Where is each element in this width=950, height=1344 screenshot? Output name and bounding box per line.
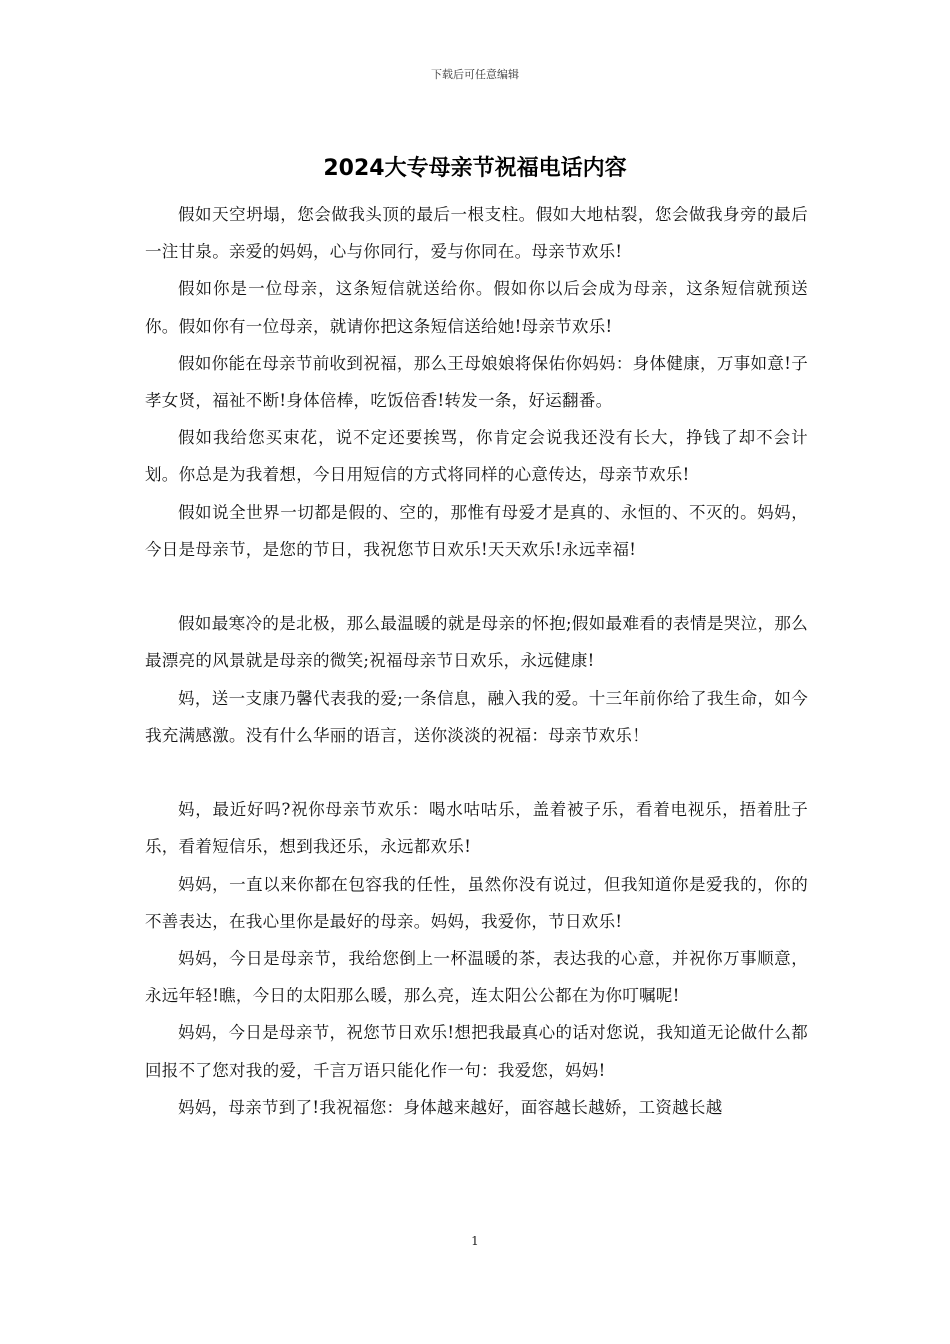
- document-title: 2024大专母亲节祝福电话内容: [323, 156, 627, 181]
- paragraph: 假如说全世界一切都是假的、空的，那惟有母爱才是真的、永恒的、不灭的。妈妈，今日是母亲节，是您的节日，我祝您节日欢乐!天天欢乐!永远幸福!: [145, 502, 808, 559]
- paragraph: 假如你是一位母亲，这条短信就送给你。假如你以后会成为母亲，这条短信就预送你。假如你有一位母亲，就请你把这条短信送给她!母亲节欢乐!: [145, 279, 808, 336]
- paragraph: 妈妈，今日是母亲节，我给您倒上一杯温暖的茶，表达我的心意，并祝你万事顺意，永远年轻!瞧，今日的太阳那么暖，那么亮，连太阳公公都在为你叮嘱呢!: [145, 949, 808, 1006]
- paragraph: 妈，最近好吗?祝你母亲节欢乐：喝水咕咕乐，盖着被子乐，看着电视乐，捂着肚子乐，看着短信乐，想到我还乐，永远都欢乐!: [145, 800, 808, 857]
- paragraph: 假如你能在母亲节前收到祝福，那么王母娘娘将保佑你妈妈：身体健康，万事如意!子孝女贤，福祉不断!身体倍棒，吃饭倍香!转发一条，好运翻番。: [145, 353, 808, 411]
- paragraph: 假如我给您买束花，说不定还要挨骂，你肯定会说我还没有长大，挣钱了却不会计划。你总是为我着想，今日用短信的方式将同样的心意传达，母亲节欢乐!: [145, 428, 808, 485]
- page-number: 1: [471, 1234, 479, 1248]
- paragraph: 妈妈，母亲节到了!我祝福您：身体越来越好，面容越长越娇，工资越长越: [178, 1097, 723, 1117]
- paragraph: 妈，送一支康乃馨代表我的爱;一条信息，融入我的爱。十三年前你给了我生命，如今我充满感激。没有什么华丽的语言，送你淡淡的祝福：母亲节欢乐！: [145, 688, 808, 745]
- paragraph: 妈妈，今日是母亲节，祝您节日欢乐!想把我最真心的话对您说，我知道无论做什么都回报不了您对我的爱，千言万语只能化作一句：我爱您，妈妈!: [145, 1023, 808, 1080]
- paragraph: 假如天空坍塌，您会做我头顶的最后一根支柱。假如大地枯裂，您会做我身旁的最后一注甘泉。亲爱的妈妈，心与你同行，爱与你同在。母亲节欢乐!: [145, 205, 808, 262]
- header-note: 下载后可任意编辑: [431, 68, 519, 81]
- paragraph: 妈妈，一直以来你都在包容我的任性，虽然你没有说过，但我知道你是爱我的，你的不善表达，在我心里你是最好的母亲。妈妈，我爱你，节日欢乐!: [145, 874, 808, 931]
- paragraph: 假如最寒冷的是北极，那么最温暖的就是母亲的怀抱;假如最难看的表情是哭泣，那么最漂亮的风景就是母亲的微笑;祝福母亲节日欢乐，永远健康!: [145, 614, 808, 671]
- document-body: [145, 196, 808, 1126]
